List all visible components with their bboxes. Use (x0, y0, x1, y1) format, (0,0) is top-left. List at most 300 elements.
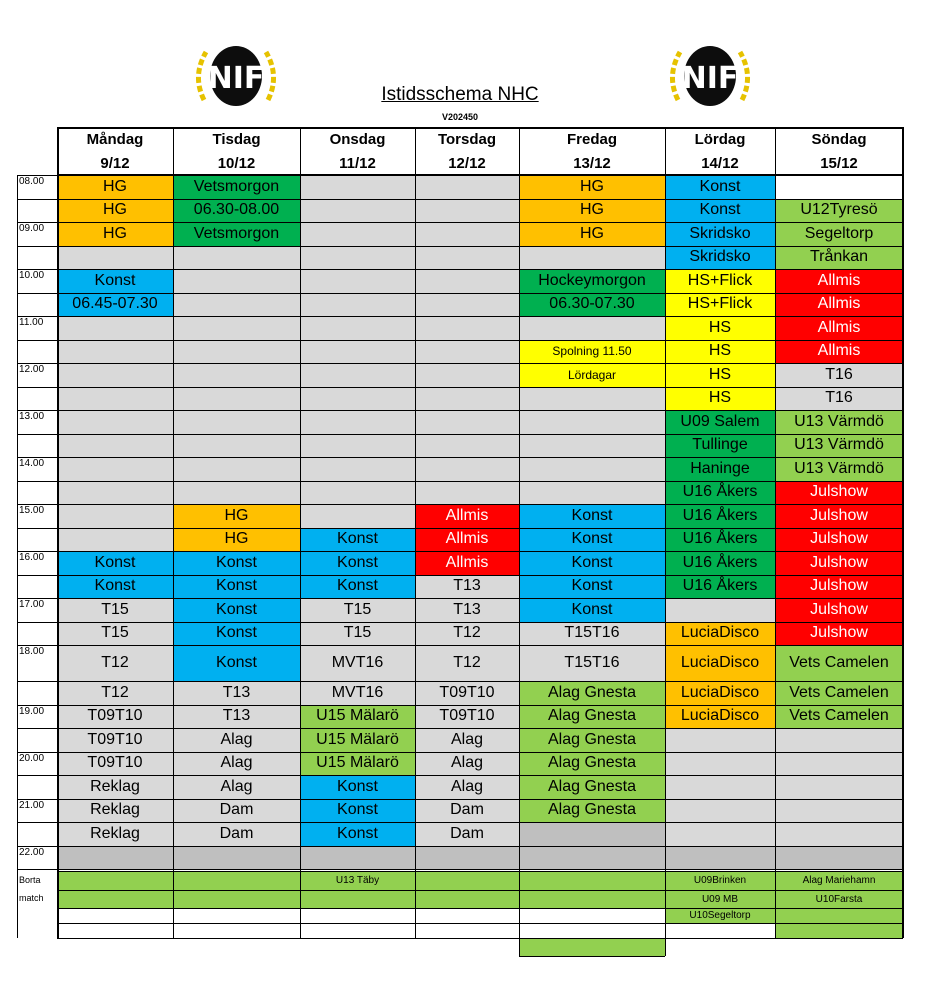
schedule-cell: 06.30-07.30 (519, 293, 665, 317)
time-label: 14.00 (19, 458, 45, 469)
time-label: 13.00 (19, 411, 45, 422)
schedule-cell: Konst (173, 551, 300, 575)
time-label: 19.00 (19, 705, 45, 717)
schedule-cell: Julshow (775, 622, 903, 646)
time-label: 17.00 (19, 599, 45, 610)
time-label: 20.00 (19, 752, 45, 764)
schedule-cell (415, 363, 519, 387)
schedule-cell: T13 (415, 575, 519, 599)
schedule-cell (665, 752, 775, 776)
grid-line (17, 222, 903, 223)
time-label: 18.00 (19, 646, 45, 657)
away-match-cell (173, 908, 300, 923)
schedule-cell (57, 340, 173, 364)
schedule-cell: U13 Värmdö (775, 457, 903, 481)
grid-line (57, 908, 903, 909)
away-match-cell (415, 923, 519, 938)
away-match-cell (57, 923, 173, 938)
schedule-cell (415, 340, 519, 364)
schedule-cell: Vets Camelen (775, 681, 903, 705)
schedule-cell (173, 410, 300, 434)
grid-line (665, 938, 666, 956)
schedule-cell: Alag (415, 775, 519, 799)
schedule-cell: Alag (415, 752, 519, 776)
schedule-cell (519, 316, 665, 340)
schedule-cell (300, 316, 415, 340)
schedule-cell: Konst (300, 775, 415, 799)
schedule-cell (519, 457, 665, 481)
schedule-cell: Tullinge (665, 434, 775, 458)
logo-text: NIF (681, 61, 739, 96)
schedule-cell: Hockeymorgon (519, 269, 665, 293)
away-match-cell (173, 890, 300, 908)
schedule-cell: Konst (57, 269, 173, 293)
schedule-cell (57, 457, 173, 481)
schedule-cell (57, 410, 173, 434)
schedule-cell: T13 (415, 598, 519, 622)
grid-line (665, 127, 666, 938)
schedule-cell: Alag (173, 775, 300, 799)
schedule-cell (173, 846, 300, 870)
schedule-cell: Konst (57, 551, 173, 575)
schedule-cell: Alag Gnesta (519, 775, 665, 799)
day-header-date: 15/12 (820, 154, 858, 172)
schedule-cell: MVT16 (300, 681, 415, 705)
schedule-cell (415, 410, 519, 434)
schedule-cell: Alag (173, 752, 300, 776)
away-match-cell: U10Farsta (775, 890, 903, 908)
schedule-cell: U16 Åkers (665, 551, 775, 575)
schedule-cell: HG (173, 504, 300, 528)
schedule-cell: 06.45-07.30 (57, 293, 173, 317)
grid-line (17, 528, 903, 529)
schedule-cell (415, 199, 519, 223)
day-header-date: 10/12 (217, 154, 256, 172)
away-match-cell: U10Segeltorp (665, 908, 775, 923)
grid-line (17, 822, 903, 823)
day-header-name: Söndag (811, 130, 867, 148)
schedule-cell (775, 822, 903, 846)
schedule-cell: Allmis (415, 551, 519, 575)
schedule-cell (57, 387, 173, 411)
schedule-cell (775, 799, 903, 823)
day-header-name: Fredag (566, 130, 617, 148)
schedule-cell: Konst (519, 528, 665, 552)
schedule-cell (173, 316, 300, 340)
schedule-cell (665, 775, 775, 799)
grid-line (17, 340, 903, 341)
schedule-cell (415, 175, 519, 199)
schedule-cell: Spolning 11.50 (519, 340, 665, 364)
schedule-cell: LuciaDisco (665, 622, 775, 646)
grid-line (173, 127, 174, 938)
schedule-cell (665, 799, 775, 823)
schedule-cell: T15 (300, 598, 415, 622)
grid-line (17, 622, 903, 623)
time-label: 12.00 (19, 364, 45, 375)
schedule-cell: HG (519, 199, 665, 223)
grid-line (57, 127, 903, 129)
away-match-cell (57, 890, 173, 908)
schedule-cell: Skridsko (665, 222, 775, 246)
day-header-name: Onsdag (329, 130, 386, 148)
grid-line (17, 645, 903, 646)
away-match-cell: Alag Mariehamn (775, 871, 903, 890)
time-label: 10.00 (19, 270, 45, 281)
day-header-date: 9/12 (100, 154, 130, 172)
schedule-cell: LuciaDisco (665, 681, 775, 705)
away-match-cell (665, 923, 775, 938)
schedule-cell (300, 175, 415, 199)
away-match-label: Borta match (19, 875, 44, 903)
schedule-cell (415, 293, 519, 317)
schedule-cell: U16 Åkers (665, 481, 775, 505)
schedule-cell (519, 410, 665, 434)
schedule-cell: LuciaDisco (665, 645, 775, 681)
schedule-cell: T09T10 (57, 705, 173, 729)
grid-line (519, 956, 665, 957)
grid-line (17, 504, 903, 505)
schedule-cell (415, 846, 519, 870)
schedule-cell (775, 175, 903, 199)
schedule-cell: Alag (415, 728, 519, 752)
away-match-cell: U09 MB (665, 890, 775, 908)
schedule-cell (415, 457, 519, 481)
schedule-cell (300, 363, 415, 387)
schedule-cell (300, 293, 415, 317)
schedule-cell: HG (57, 222, 173, 246)
version-label: V202450 (441, 112, 479, 122)
schedule-cell: T13 (173, 705, 300, 729)
schedule-cell: Julshow (775, 481, 903, 505)
schedule-cell (300, 846, 415, 870)
grid-line (775, 127, 776, 938)
schedule-cell: Reklag (57, 799, 173, 823)
grid-line (17, 551, 903, 552)
schedule-cell: HG (519, 222, 665, 246)
schedule-cell (57, 481, 173, 505)
schedule-cell (300, 387, 415, 411)
day-header-date: 12/12 (448, 154, 486, 172)
time-label: 09.00 (19, 223, 45, 234)
grid-line (300, 127, 301, 938)
schedule-cell: Trånkan (775, 246, 903, 270)
away-match-cell (173, 871, 300, 890)
schedule-cell: HG (57, 175, 173, 199)
day-header-date: 13/12 (573, 154, 611, 172)
schedule-cell: T09T10 (415, 681, 519, 705)
grid-line (17, 705, 903, 706)
schedule-cell: Dam (173, 822, 300, 846)
grid-line (17, 175, 903, 176)
schedule-cell (775, 752, 903, 776)
nif-logo-left (190, 40, 282, 112)
grid-line (17, 481, 903, 482)
time-label: 11.00 (19, 317, 44, 328)
page-title: Istidsschema NHC (381, 84, 539, 105)
schedule-cell: Reklag (57, 822, 173, 846)
schedule-cell: HG (57, 199, 173, 223)
schedule-cell: U15 Mälarö (300, 705, 415, 729)
schedule-cell: T15T16 (519, 645, 665, 681)
grid-line (17, 752, 903, 753)
time-label: 15.00 (19, 505, 45, 516)
schedule-cell (57, 846, 173, 870)
time-label: 16.00 (19, 552, 45, 563)
schedule-cell: HS (665, 340, 775, 364)
schedule-cell: Konst (300, 799, 415, 823)
schedule-cell (519, 387, 665, 411)
grid-line (57, 923, 903, 924)
schedule-cell: Vetsmorgon (173, 222, 300, 246)
schedule-cell: Alag Gnesta (519, 728, 665, 752)
schedule-cell: Allmis (775, 316, 903, 340)
schedule-cell (173, 363, 300, 387)
schedule-cell (300, 504, 415, 528)
schedule-cell (173, 293, 300, 317)
schedule-cell: Allmis (415, 528, 519, 552)
schedule-cell: Vets Camelen (775, 645, 903, 681)
schedule-cell (300, 481, 415, 505)
schedule-cell: Segeltorp (775, 222, 903, 246)
schedule-cell (173, 481, 300, 505)
schedule-cell: Allmis (415, 504, 519, 528)
day-header-name: Måndag (86, 130, 144, 148)
time-label: 21.00 (19, 799, 45, 811)
schedule-cell: Lördagar (519, 363, 665, 387)
schedule-cell: Skridsko (665, 246, 775, 270)
grid-line (57, 890, 903, 891)
schedule-cell: Julshow (775, 528, 903, 552)
schedule-cell: HS+Flick (665, 269, 775, 293)
schedule-cell (300, 222, 415, 246)
schedule-cell (519, 846, 665, 870)
schedule-cell (300, 410, 415, 434)
schedule-cell: U09 Salem (665, 410, 775, 434)
away-match-cell (57, 908, 173, 923)
schedule-cell: T15 (57, 622, 173, 646)
grid-line (17, 293, 903, 294)
schedule-cell: Julshow (775, 504, 903, 528)
away-match-cell (775, 923, 903, 938)
schedule-cell (415, 387, 519, 411)
away-match-cell (519, 871, 665, 890)
schedule-cell (415, 316, 519, 340)
day-header-date: 14/12 (701, 154, 739, 172)
time-label: 08.00 (19, 176, 45, 187)
schedule-cell: Haninge (665, 457, 775, 481)
grid-line (57, 871, 903, 872)
grid-line (57, 127, 59, 938)
schedule-cell: U12Tyresö (775, 199, 903, 223)
away-match-cell (519, 890, 665, 908)
schedule-cell: Konst (300, 575, 415, 599)
schedule-cell: Julshow (775, 551, 903, 575)
schedule-cell: Alag Gnesta (519, 799, 665, 823)
schedule-cell (300, 434, 415, 458)
schedule-cell: Konst (300, 551, 415, 575)
schedule-cell: HS (665, 316, 775, 340)
schedule-cell (775, 775, 903, 799)
grid-line (17, 846, 903, 847)
schedule-cell (519, 246, 665, 270)
schedule-cell: Alag Gnesta (519, 705, 665, 729)
schedule-cell (300, 457, 415, 481)
schedule-cell (665, 822, 775, 846)
schedule-cell: U16 Åkers (665, 504, 775, 528)
schedule-cell (415, 481, 519, 505)
grid-line (17, 575, 903, 576)
schedule-cell: Allmis (775, 293, 903, 317)
grid-line (17, 681, 903, 682)
grid-line (17, 434, 903, 435)
grid-line (415, 127, 416, 938)
grid-line (17, 457, 903, 458)
away-match-cell (415, 871, 519, 890)
schedule-cell: HG (173, 528, 300, 552)
schedule-cell: Konst (665, 199, 775, 223)
away-match-cell (519, 923, 665, 938)
schedule-cell: HS (665, 387, 775, 411)
day-header-name: Tisdag (212, 130, 261, 148)
away-match-cell (519, 908, 665, 923)
grid-line (17, 869, 903, 870)
schedule-cell: Julshow (775, 575, 903, 599)
away-match-cell (415, 908, 519, 923)
schedule-cell: U16 Åkers (665, 528, 775, 552)
schedule-cell: Konst (173, 622, 300, 646)
logo-text: NIF (207, 61, 265, 96)
schedule-cell (775, 728, 903, 752)
schedule-cell: HS+Flick (665, 293, 775, 317)
grid-line (17, 269, 903, 270)
schedule-cell: T15 (57, 598, 173, 622)
schedule-cell: T16 (775, 363, 903, 387)
schedule-cell (519, 481, 665, 505)
away-match-cell (300, 923, 415, 938)
schedule-cell: Alag (173, 728, 300, 752)
schedule-cell (415, 246, 519, 270)
schedule-cell: T09T10 (57, 728, 173, 752)
schedule-cell: Konst (519, 575, 665, 599)
schedule-cell: T09T10 (57, 752, 173, 776)
schedule-cell: Konst (173, 645, 300, 681)
schedule-cell (173, 340, 300, 364)
schedule-cell (519, 822, 665, 846)
grid-line (519, 938, 665, 939)
schedule-cell (57, 246, 173, 270)
schedule-cell: Konst (300, 822, 415, 846)
schedule-cell (775, 846, 903, 870)
away-match-cell (173, 923, 300, 938)
away-match-cell (57, 871, 173, 890)
schedule-cell (415, 222, 519, 246)
schedule-cell: Konst (519, 598, 665, 622)
grid-line (17, 363, 903, 364)
grid-line (17, 775, 903, 776)
schedule-cell (173, 387, 300, 411)
schedule-cell (173, 457, 300, 481)
schedule-cell: Konst (173, 575, 300, 599)
grid-line (17, 316, 903, 317)
schedule-cell: Konst (173, 598, 300, 622)
schedule-cell: HG (519, 175, 665, 199)
schedule-cell (519, 434, 665, 458)
schedule-cell: Konst (519, 551, 665, 575)
away-match-cell: U09Brinken (665, 871, 775, 890)
schedule-cell (300, 340, 415, 364)
schedule-cell: T15T16 (519, 622, 665, 646)
away-match-cell (775, 908, 903, 923)
away-match-cell (519, 938, 665, 956)
time-label: 22.00 (19, 846, 45, 858)
grid-line (17, 799, 903, 800)
grid-line (17, 728, 903, 729)
schedule-cell (57, 316, 173, 340)
schedule-cell (665, 598, 775, 622)
schedule-cell: LuciaDisco (665, 705, 775, 729)
schedule-cell (665, 728, 775, 752)
schedule-cell: Alag Gnesta (519, 681, 665, 705)
schedule-cell: 06.30-08.00 (173, 199, 300, 223)
schedule-cell (665, 846, 775, 870)
schedule-cell (173, 269, 300, 293)
schedule-cell: T12 (57, 681, 173, 705)
nif-logo-right (664, 40, 756, 112)
schedule-cell: MVT16 (300, 645, 415, 681)
schedule-cell: Allmis (775, 340, 903, 364)
schedule-cell: Konst (519, 504, 665, 528)
grid-line (17, 387, 903, 388)
schedule-cell: Vets Camelen (775, 705, 903, 729)
schedule-cell: Alag Gnesta (519, 752, 665, 776)
schedule-cell (57, 504, 173, 528)
grid-line (17, 175, 18, 938)
away-match-cell (300, 890, 415, 908)
grid-line (17, 598, 903, 599)
day-header-date: 11/12 (339, 154, 376, 172)
schedule-cell: Dam (173, 799, 300, 823)
away-match-cell (300, 908, 415, 923)
day-header-name: Lördag (694, 130, 746, 148)
schedule-cell: U16 Åkers (665, 575, 775, 599)
schedule-cell (300, 246, 415, 270)
schedule-cell (415, 269, 519, 293)
schedule-cell: Reklag (57, 775, 173, 799)
schedule-cell: Dam (415, 822, 519, 846)
schedule-cell (57, 434, 173, 458)
schedule-cell: T09T10 (415, 705, 519, 729)
schedule-cell: Konst (57, 575, 173, 599)
schedule-cell: Julshow (775, 598, 903, 622)
schedule-cell: U15 Mälarö (300, 752, 415, 776)
away-match-cell: U13 Täby (300, 871, 415, 890)
schedule-cell (415, 434, 519, 458)
schedule-cell: T12 (415, 645, 519, 681)
away-match-cell (415, 890, 519, 908)
schedule-cell: T15 (300, 622, 415, 646)
schedule-cell (173, 246, 300, 270)
schedule-cell: U13 Värmdö (775, 410, 903, 434)
grid-line (17, 199, 903, 200)
schedule-cell: U13 Värmdö (775, 434, 903, 458)
grid-line (17, 410, 903, 411)
grid-line (57, 938, 903, 939)
schedule-cell (173, 434, 300, 458)
schedule-cell: Vetsmorgon (173, 175, 300, 199)
schedule-cell: T12 (57, 645, 173, 681)
schedule-cell (300, 199, 415, 223)
